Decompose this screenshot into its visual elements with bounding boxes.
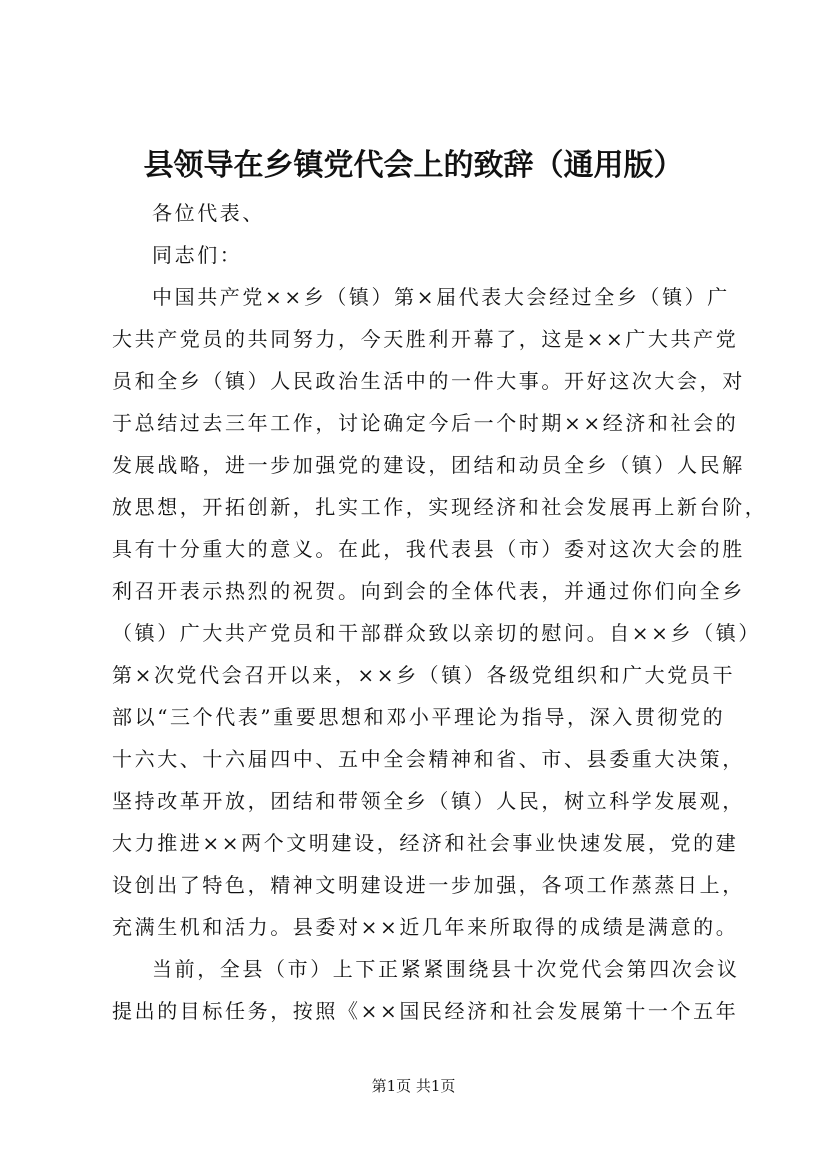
body-line: 员和全乡（镇）人民政治生活中的一件大事。开好这次大会，对: [112, 369, 745, 393]
body-line: 第×次党代会召开以来，××乡（镇）各级党组织和广大党员干: [112, 663, 736, 687]
page-number: 第1页 共1页: [371, 1077, 456, 1095]
page-title: 县领导在乡镇党代会上的致辞（通用版）: [143, 148, 684, 183]
body-line: 当前，全县（市）上下正紧紧围绕县十次党代会第四次会议: [152, 957, 740, 981]
body-line: 大共产党员的共同努力，今天胜利开幕了，这是××广大共产党: [112, 327, 739, 351]
body-line: 大力推进××两个文明建设，经济和社会事业快速发展，党的建: [112, 831, 739, 855]
body-line: 发展战略，进一步加强党的建设，团结和动员全乡（镇）人民解: [112, 453, 745, 477]
body-line: 部以“三个代表”重要思想和邓小平理论为指导，深入贯彻党的: [112, 705, 726, 729]
body-line: 设创出了特色，精神文明建设进一步加强，各项工作蒸蒸日上，: [112, 873, 745, 897]
body-line: 十六大、十六届四中、五中全会精神和省、市、县委重大决策，: [112, 747, 745, 771]
body-line: 具有十分重大的意义。在此，我代表县（市）委对这次大会的胜: [112, 537, 745, 561]
body-line: 于总结过去三年工作，讨论确定今后一个时期××经济和社会的: [112, 411, 739, 435]
body-line: 放思想，开拓创新，扎实工作，实现经济和社会发展再上新台阶，: [112, 495, 768, 519]
body-line: 充满生机和活力。县委对××近几年来所取得的成绩是满意的。: [112, 915, 739, 939]
body-line: 利召开表示热烈的祝贺。向到会的全体代表，并通过你们向全乡: [112, 579, 745, 603]
body-line: （镇）广大共产党员和干部群众致以亲切的慰问。自××乡（镇）: [112, 621, 761, 645]
salutation-line: 同志们：: [152, 243, 243, 267]
body-line: 坚持改革开放，团结和带领全乡（镇）人民，树立科学发展观，: [112, 789, 745, 813]
body-line: 中国共产党××乡（镇）第×届代表大会经过全乡（镇）广: [152, 285, 730, 309]
body-line: 提出的目标任务，按照《××国民经济和社会发展第十一个五年: [112, 999, 739, 1023]
salutation-line: 各位代表、: [152, 201, 265, 225]
